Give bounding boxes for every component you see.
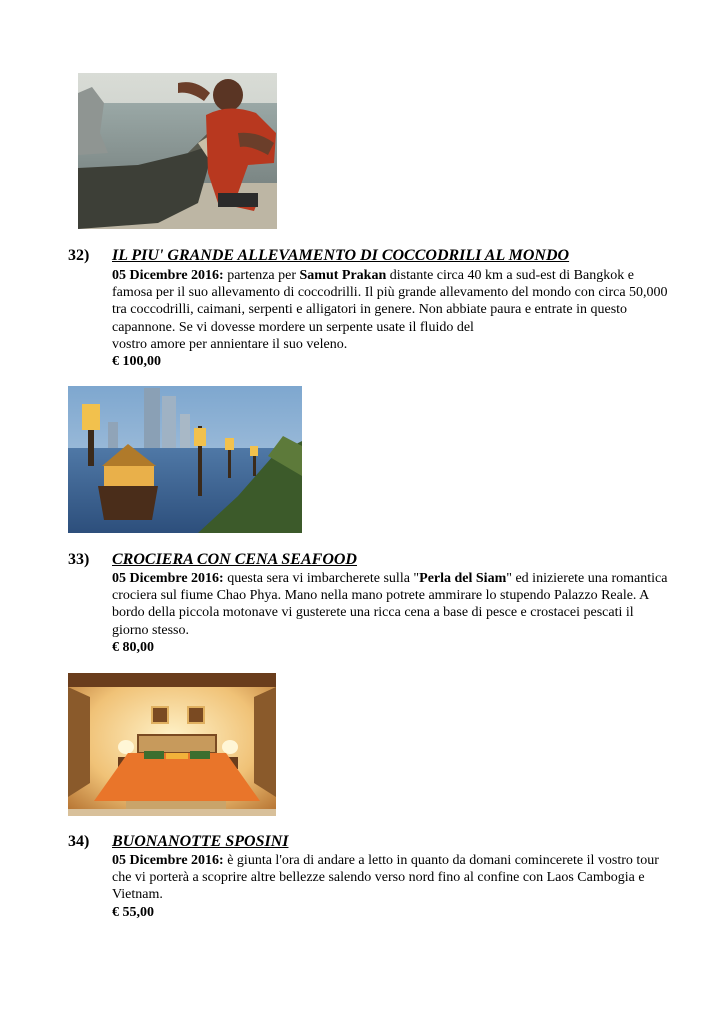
item-text: partenza per [223, 268, 300, 283]
item-date: 05 Dicembre 2016: [112, 268, 224, 283]
item-paragraph [112, 852, 672, 904]
crocodile-farm-photo [78, 73, 277, 229]
item-heading [68, 246, 569, 266]
item-number: 33) [68, 551, 90, 568]
item-paragraph [112, 570, 672, 639]
item-description [112, 267, 672, 370]
item-number: 32) [68, 247, 90, 264]
item-date: 05 Dicembre 2016: [112, 853, 224, 868]
river-cruise-photo [68, 386, 302, 533]
boat-name: Perla del Siam [419, 571, 507, 586]
hotel-bedroom-photo [68, 673, 276, 816]
item-number: 34) [68, 833, 90, 850]
item-paragraph [112, 267, 672, 336]
item-text: questa sera vi imbarcherete sulla " [223, 571, 420, 586]
item-date: 05 Dicembre 2016: [112, 571, 224, 586]
item-price: € 55,00 [112, 904, 154, 920]
place-name: Samut Prakan [299, 268, 387, 283]
item-text: distante circa 40 km a sud-est di Bangkok e famosa per il suo allevamento di coccodrilli. Il più grande allevamento del mondo con circa 50,000 tra coccodrilli, caimani, serpenti e alligatori in genere. Non abbiate paura e entrate in questo capannone. Se vi dovesse mordere un serpente usate il fluido del [112, 268, 668, 335]
item-price: € 80,00 [112, 639, 154, 655]
item-title: BUONANOTTE SPOSINI [112, 833, 289, 850]
item-title: CROCIERA CON CENA SEAFOOD [112, 551, 357, 568]
item-heading [68, 832, 288, 852]
item-heading [68, 550, 357, 570]
item-paragraph: vostro amore per annientare il suo veleno. [112, 336, 348, 352]
item-price: € 100,00 [112, 354, 161, 370]
item-description [112, 852, 672, 921]
item-description [112, 570, 672, 656]
item-title: IL PIU' GRANDE ALLEVAMENTO DI COCCODRILI AL MONDO [112, 247, 570, 264]
item-text: è giunta l'ora di andare a letto in quanto da domani comincerete il vostro tour che vi porterà a scoprire altre bellezze salendo verso nord fino al confine con Laos Cambogia e Vietnam. [112, 853, 659, 903]
item-text: " ed inizierete una romantica crociera sul fiume Chao Phya. Mano nella mano potrete ammirare lo stupendo Palazzo Reale. A bordo della piccola motonave vi gusterete una ricca cena a base di pesce e crostacei pescati il giorno stesso. [112, 571, 668, 638]
